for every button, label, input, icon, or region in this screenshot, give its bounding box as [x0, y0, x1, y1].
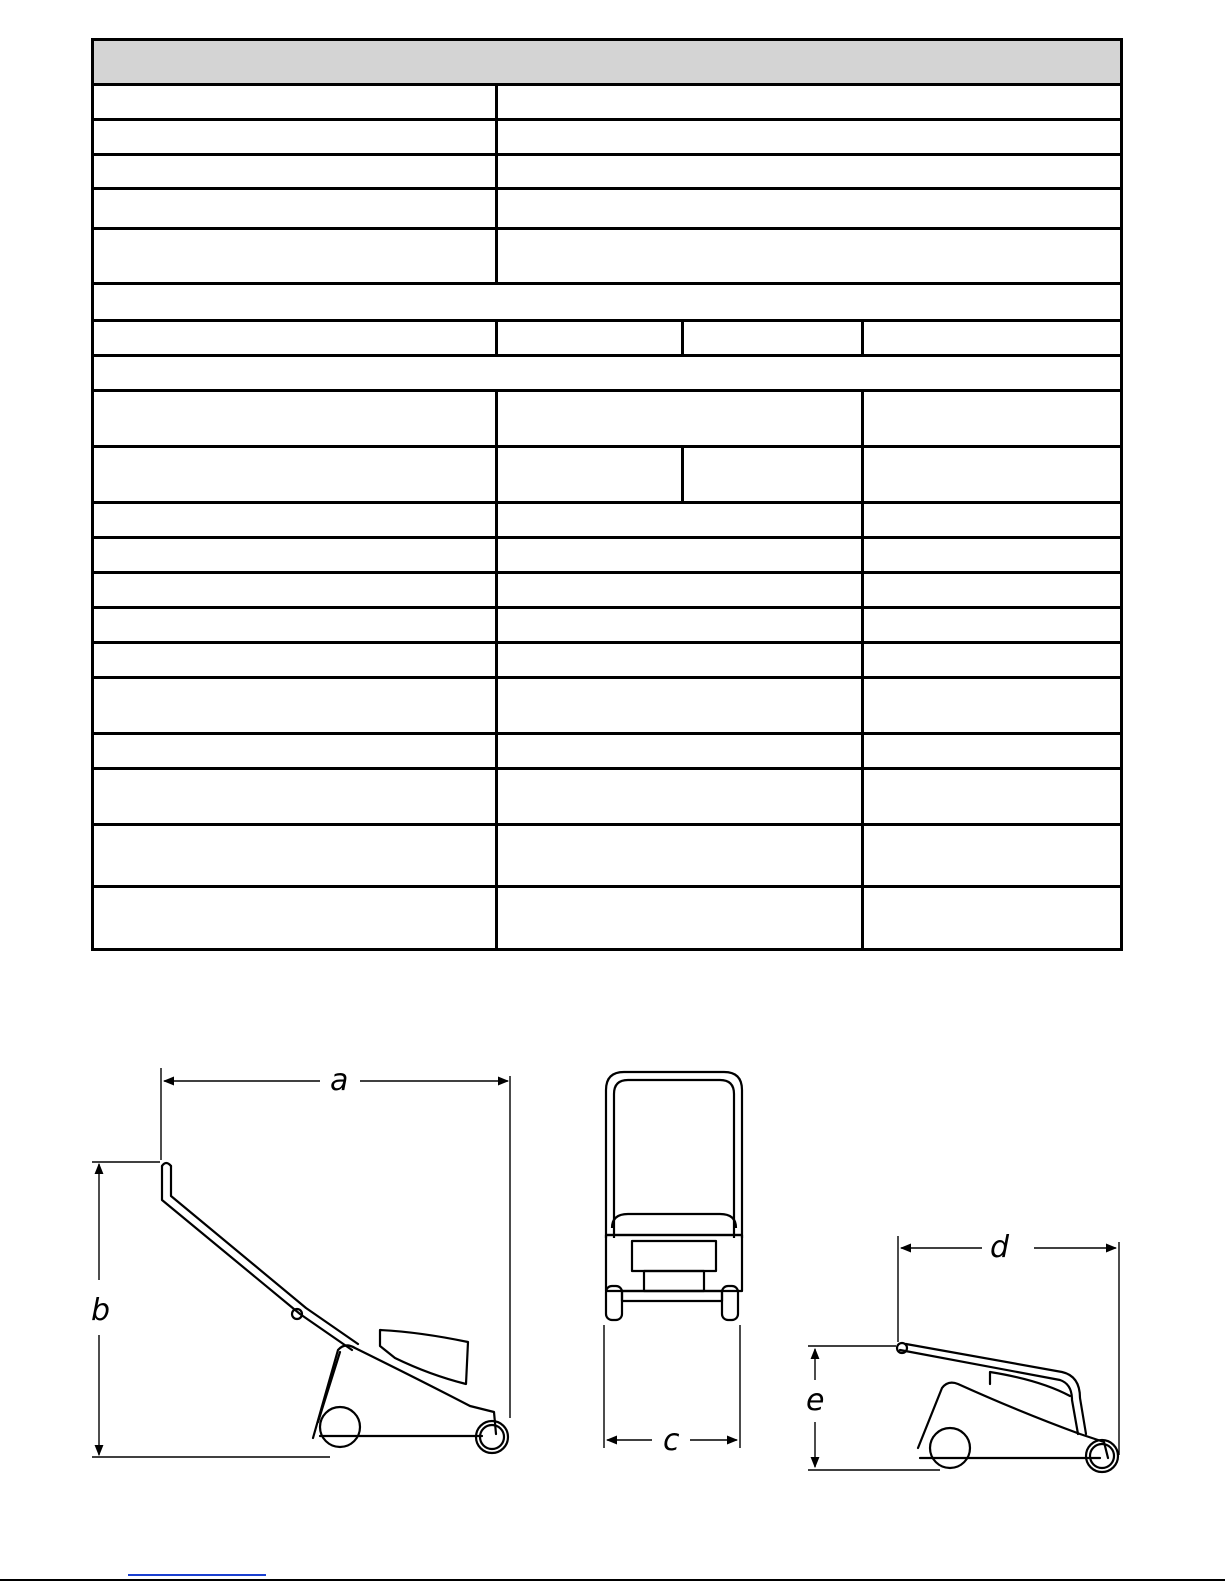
spec-value-cell	[497, 391, 863, 447]
spec-value-cell	[497, 229, 1122, 284]
spec-label-cell	[93, 155, 497, 189]
model-cell	[683, 321, 863, 356]
spec-value-cell	[497, 769, 863, 825]
dimension-label-e: e	[806, 1383, 825, 1418]
spec-value-cell	[497, 643, 863, 678]
spec-value-cell	[863, 503, 1122, 538]
spec-value-cell	[497, 678, 863, 734]
spec-value-cell	[863, 391, 1122, 447]
dimension-label-a: a	[330, 1063, 349, 1098]
spec-value-cell	[863, 538, 1122, 573]
front-view-mower	[606, 1072, 742, 1320]
footer-link-underline	[128, 1574, 266, 1576]
spec-value-cell	[863, 734, 1122, 769]
spec-value-cell	[863, 447, 1122, 503]
spec-value-cell	[497, 155, 1122, 189]
spec-value-cell	[497, 503, 863, 538]
spec-value-cell	[863, 825, 1122, 887]
spec-label-cell	[93, 120, 497, 155]
folded-view-mower	[897, 1343, 1118, 1472]
spec-label-cell	[93, 503, 497, 538]
mower-handle	[162, 1166, 352, 1350]
spec-value-cell	[497, 825, 863, 887]
mower-deck	[313, 1345, 496, 1438]
spec-label-cell	[93, 608, 497, 643]
spec-label-cell	[93, 391, 497, 447]
dimension-label-b: b	[91, 1293, 111, 1328]
spec-value-cell	[497, 120, 1122, 155]
spec-value-cell	[497, 608, 863, 643]
spec-value-cell	[863, 678, 1122, 734]
specifications-table	[91, 38, 1123, 951]
front-engine	[632, 1241, 716, 1271]
spec-label-cell	[93, 887, 497, 950]
mower-dimension-diagrams	[0, 1050, 1225, 1510]
spec-value-cell	[683, 447, 863, 503]
spec-value-cell	[497, 85, 1122, 120]
spec-value-cell	[863, 643, 1122, 678]
table-header	[93, 40, 1122, 85]
spec-value-cell	[497, 734, 863, 769]
spec-label-cell	[93, 769, 497, 825]
folded-handle	[900, 1350, 1078, 1434]
spec-value-cell	[497, 447, 683, 503]
model-cell	[863, 321, 1122, 356]
spec-value-cell	[497, 538, 863, 573]
spec-value-cell	[497, 887, 863, 950]
spec-label-cell	[93, 447, 497, 503]
spec-label-cell	[93, 229, 497, 284]
spec-label-cell	[93, 538, 497, 573]
folded-view-dimensions	[808, 1236, 1119, 1470]
spec-label-cell	[93, 825, 497, 887]
spec-value-cell	[863, 887, 1122, 950]
section-row	[93, 284, 1122, 321]
spec-label-cell	[93, 573, 497, 608]
spec-label-cell	[93, 189, 497, 229]
spec-value-cell	[497, 189, 1122, 229]
mower-engine	[380, 1330, 468, 1384]
spec-label-cell	[93, 85, 497, 120]
rear-wheel	[320, 1407, 360, 1447]
spec-value-cell	[863, 573, 1122, 608]
dimension-label-c: c	[663, 1423, 680, 1458]
spec-value-cell	[863, 608, 1122, 643]
spec-label-cell	[93, 678, 497, 734]
spec-label-cell	[93, 321, 497, 356]
dimension-label-d: d	[990, 1230, 1010, 1265]
section-row	[93, 356, 1122, 391]
side-view-mower	[162, 1163, 508, 1453]
model-cell	[497, 321, 683, 356]
folded-rear-wheel	[930, 1428, 970, 1468]
grass-bag	[612, 1214, 736, 1228]
spec-value-cell	[497, 573, 863, 608]
spec-label-cell	[93, 734, 497, 769]
footer-rule	[0, 1579, 1225, 1581]
side-view-dimensions	[92, 1068, 510, 1457]
spec-value-cell	[863, 769, 1122, 825]
spec-label-cell	[93, 643, 497, 678]
